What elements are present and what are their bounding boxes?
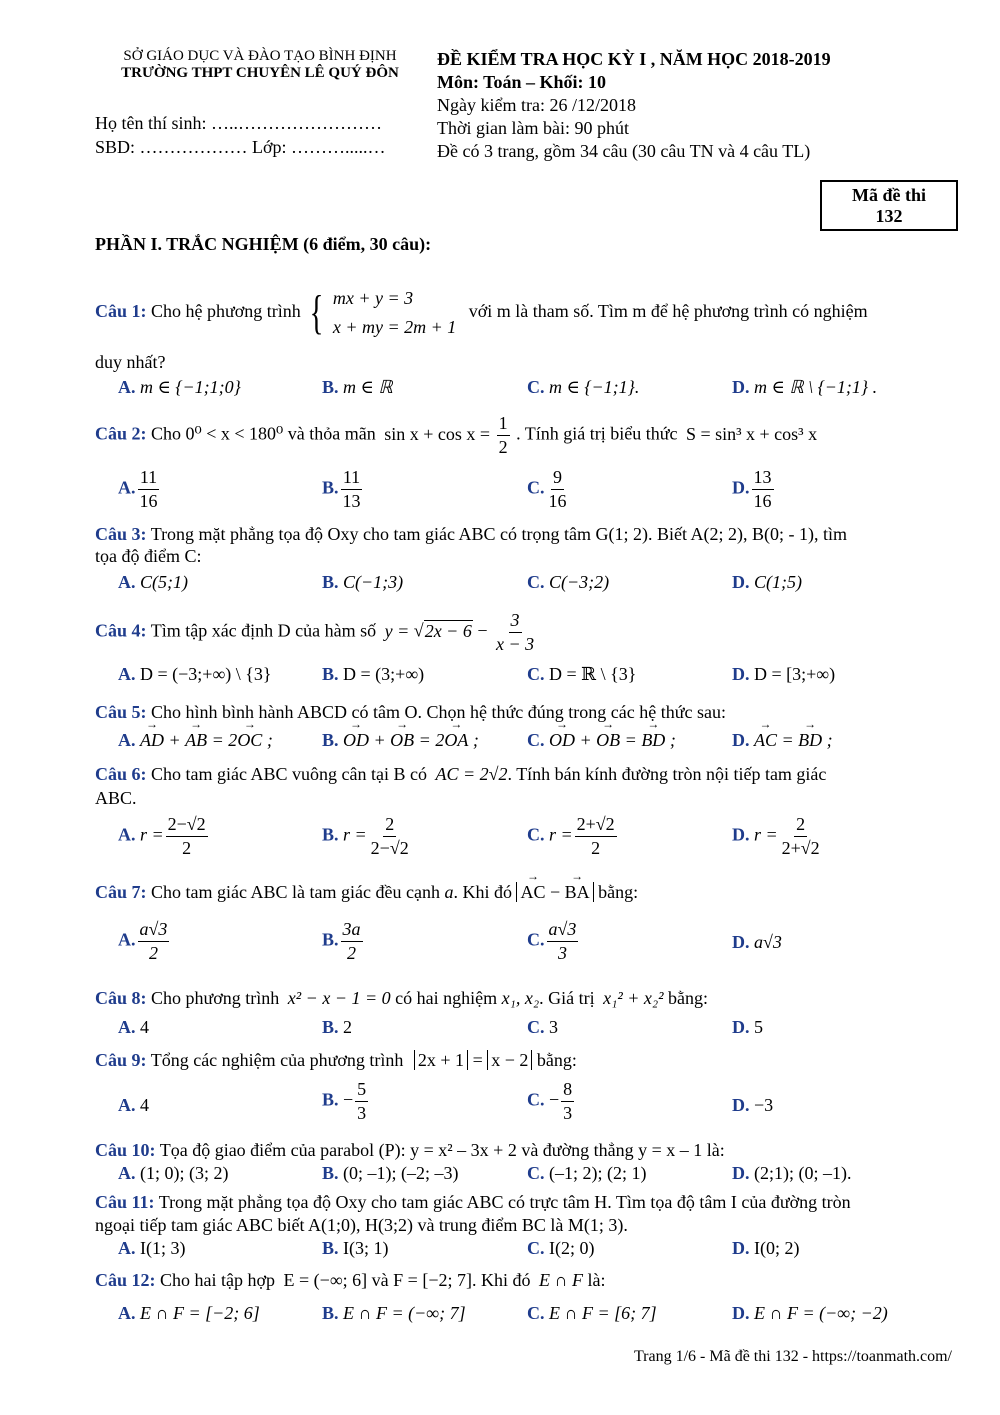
question-label: Câu 4: — [95, 620, 147, 641]
q3-option-d[interactable]: D. C(1;5) — [732, 572, 802, 592]
q5-option-d[interactable]: D. → AC = → BD ; — [732, 730, 833, 751]
q7-option-b[interactable]: B. $\frac{3a}{2}$ — [322, 919, 361, 963]
student-name-field: Họ tên thí sinh: …..…………………… — [95, 113, 382, 133]
question-8 — [95, 988, 708, 1009]
section-title: PHẦN I. TRẮC NGHIỆM (6 điểm, 30 câu): — [95, 234, 432, 254]
page-footer: Trang 1/6 - Mã đề thi 132 - https://toanmath.com/ — [633, 1348, 952, 1365]
system-brace: { — [309, 285, 324, 339]
q10-option-a[interactable]: A. (1; 0); (3; 2) — [118, 1163, 229, 1183]
q6-option-a[interactable]: A. r = $\frac{2-√2}{2}$ — [118, 814, 206, 858]
intersection: E ∩ F — [538, 1270, 583, 1290]
minus-sign: − — [477, 620, 488, 641]
function-lhs: y = — [384, 620, 410, 641]
q4-option-c[interactable]: C. D = ℝ \ {3} — [527, 664, 637, 684]
q9-option-c[interactable]: C. − $\frac{8}{3}$ — [527, 1079, 573, 1123]
question-10 — [95, 1140, 725, 1161]
abs-lhs: 2x + 1 — [414, 1050, 468, 1070]
question-label: Câu 10: — [95, 1140, 156, 1160]
q1-option-d[interactable]: D. m ∈ ℝ \ {−1;1} . — [732, 377, 878, 397]
question-label: Câu 12: — [95, 1270, 156, 1290]
question-11 — [95, 1192, 851, 1213]
question-4: Câu 4: Tìm tập xác định D của hàm số y = √2x − 6 − $\frac{3}{x - 3}$ — [95, 610, 535, 654]
question-label: Câu 8: — [95, 988, 147, 1008]
q1-option-c[interactable]: C. m ∈ {−1;1}. — [527, 377, 640, 397]
question-text-post: bằng: — [536, 1050, 577, 1070]
q5-option-b[interactable]: B. → OD + → OB = 2→ OA ; — [322, 730, 479, 751]
set-e: E = (−∞; 6] — [283, 1270, 368, 1290]
question-text-end: bằng: — [668, 988, 709, 1008]
question-3-cont: tọa độ điểm C: — [95, 546, 202, 566]
question-text: Tổng các nghiệm của phương trình — [150, 1050, 404, 1070]
question-text: Cho — [151, 423, 182, 444]
q4-option-a[interactable]: A. D = (−3;+∞) \ {3} — [118, 664, 272, 684]
q4-option-d[interactable]: D. D = [3;+∞) — [732, 664, 836, 684]
question-1 — [95, 284, 955, 342]
question-text-end: là: — [587, 1270, 606, 1290]
q9-option-a[interactable]: A. 4 — [118, 1095, 149, 1115]
question-text-post: . Tính bán kính đường tròn nội tiếp tam giác — [507, 764, 827, 784]
equation-row-1: mx + y = 3 — [332, 288, 414, 308]
question-label: Câu 2: — [95, 423, 147, 444]
exam-date: Ngày kiểm tra: 26 /12/2018 — [437, 95, 636, 115]
q7-option-c[interactable]: C. $\frac{a√3}{3}$ — [527, 919, 577, 963]
q2-option-b[interactable]: B. $\frac{11}{13}$ — [322, 467, 361, 511]
question-text: Tìm tập xác định D của hàm số — [150, 620, 377, 641]
question-12 — [95, 1270, 605, 1291]
question-text-mid: có hai nghiệm — [395, 988, 498, 1008]
q2-option-c[interactable]: C. $\frac{9}{16}$ — [527, 467, 567, 511]
question-6-cont: ABC. — [95, 788, 137, 808]
q11-option-d[interactable]: D. I(0; 2) — [732, 1238, 800, 1258]
question-text: Cho hình bình hành ABCD có tâm O. Chọn hệ thức đúng trong các hệ thức sau: — [151, 702, 726, 722]
q11-option-a[interactable]: A. I(1; 3) — [118, 1238, 186, 1258]
q1-option-b[interactable]: B. m ∈ ℝ — [322, 377, 393, 397]
question-text: Trong mặt phẳng tọa độ Oxy cho tam giác ABC có trực tâm H. Tìm tọa độ tâm I của đường tròn — [158, 1192, 851, 1212]
exam-title: ĐỀ KIỂM TRA HỌC KỲ I , NĂM HỌC 2018-2019 — [437, 49, 831, 69]
question-label: Câu 1: — [95, 300, 147, 321]
question-text-post: bằng: — [598, 882, 639, 902]
q7-option-d[interactable]: D. a√3 — [732, 932, 782, 952]
question-text-mid: . Khi đó — [453, 882, 512, 902]
question-text: Cho tam giác ABC là tam giác đều cạnh — [151, 882, 440, 902]
q1-option-a[interactable]: A. m ∈ {−1;1;0} — [118, 377, 241, 397]
question-6 — [95, 764, 826, 785]
q6-option-c[interactable]: C. r = $\frac{2+√2}{2}$ — [527, 814, 615, 858]
q12-option-d[interactable]: D. E ∩ F = (−∞; −2) — [732, 1303, 888, 1323]
equation-system — [333, 284, 456, 342]
question-2 — [95, 414, 817, 457]
question-text-post: . Tính giá trị biểu thức — [516, 423, 678, 444]
department-name: SỞ GIÁO DỤC VÀ ĐÀO TẠO BÌNH ĐỊNH — [123, 48, 397, 64]
q6-option-d[interactable]: D. r = $\frac{2}{2+√2}$ — [732, 814, 820, 858]
pages-info: Đề có 3 trang, gồm 34 câu (30 câu TN và 4 câu TL) — [437, 141, 811, 161]
q4-option-b[interactable]: B. D = (3;+∞) — [322, 664, 425, 684]
q9-option-d[interactable]: D. −3 — [732, 1095, 774, 1115]
question-text-mid: và thỏa mãn — [287, 423, 376, 444]
q8-option-a[interactable]: A. 4 — [118, 1017, 149, 1037]
q11-option-c[interactable]: C. I(2; 0) — [527, 1238, 595, 1258]
header-left — [90, 48, 430, 82]
condition: 0⁰ < x < 180⁰ — [185, 423, 284, 444]
question-3 — [95, 524, 847, 545]
exam-duration: Thời gian làm bài: 90 phút — [437, 118, 629, 138]
equation: x² − x − 1 = 0 — [287, 988, 391, 1008]
question-text: Cho hai tập hợp — [160, 1270, 276, 1290]
side-var: a — [444, 882, 454, 902]
sbd-class-field: SBD: ……………… Lớp: ……….....… — [95, 137, 386, 157]
question-label: Câu 9: — [95, 1050, 147, 1070]
q10-option-d[interactable]: D. (2;1); (0; –1). — [732, 1163, 852, 1183]
q3-option-c[interactable]: C. C(−3;2) — [527, 572, 610, 592]
question-1-cont: duy nhất? — [95, 352, 166, 372]
question-text: Trong mặt phẳng tọa độ Oxy cho tam giác ABC có trọng tâm G(1; 2). Biết A(2; 2), B(0; - 1), tìm — [150, 524, 847, 544]
q5-option-a[interactable]: A. → AD + → AB = 2→ OC ; — [118, 730, 273, 751]
school-name: TRƯỜNG THPT CHUYÊN LÊ QUÝ ĐÔN — [121, 65, 399, 81]
q6-option-b[interactable]: B. r = $\frac{2}{2-√2}$ — [322, 814, 409, 858]
question-label: Câu 3: — [95, 524, 147, 544]
expression: x₁² + x₂² — [603, 988, 664, 1008]
header-right — [437, 48, 831, 163]
set-f: F = [−2; 7] — [393, 1270, 472, 1290]
q12-option-a[interactable]: A. E ∩ F = [−2; 6] — [118, 1303, 260, 1323]
fraction-half: $\frac{1}{2}$ — [498, 413, 508, 457]
q3-option-b[interactable]: B. C(−1;3) — [322, 572, 404, 592]
conjunction: và — [371, 1270, 389, 1290]
question-text: Cho phương trình — [151, 988, 280, 1008]
question-text: Cho hệ phương trình — [151, 300, 301, 321]
sqrt-term: 2x − 6 — [424, 620, 472, 641]
fraction-term: $\frac{3}{x - 3}$ — [495, 610, 535, 654]
q2-option-a[interactable]: A. $\frac{11}{16}$ — [118, 467, 158, 511]
q10-option-c[interactable]: C. (–1; 2); (2; 1) — [527, 1163, 647, 1183]
equation: sin x + cos x = — [384, 423, 491, 444]
question-9: Câu 9: Tổng các nghiệm của phương trình 2x + 1 = x − 2 bằng: — [95, 1050, 577, 1070]
q8-option-b[interactable]: B. 2 — [322, 1017, 353, 1037]
question-text: Cho tam giác ABC vuông cân tại B có — [151, 764, 427, 784]
q11-option-b[interactable]: B. I(3; 1) — [322, 1238, 389, 1258]
question-11-cont: ngoại tiếp tam giác ABC biết A(1;0), H(3;2) và trung điểm BC là M(1; 3). — [95, 1215, 628, 1235]
question-label: Câu 11: — [95, 1192, 155, 1212]
question-label: Câu 5: — [95, 702, 147, 722]
vector-ba: → BA — [565, 882, 590, 903]
question-label: Câu 7: — [95, 882, 147, 902]
expression: S = sin³ x + cos³ x — [685, 423, 818, 444]
q5-option-c[interactable]: C. → OD + → OB = → BD ; — [527, 730, 676, 751]
question-text-post: . Giá trị — [539, 988, 595, 1008]
question-text-post: . Khi đó — [471, 1270, 531, 1290]
q8-option-c[interactable]: C. 3 — [527, 1017, 558, 1037]
exam-code-label: Mã đề thi — [852, 185, 926, 205]
question-text-cont: với m là tham số. Tìm m để hệ phương trình có nghiệm — [468, 300, 868, 321]
exam-code-box — [820, 180, 958, 231]
question-7: Câu 7: Cho tam giác ABC là tam giác đều cạnh a. Khi đó → AC − → BA bằng: — [95, 882, 638, 903]
q7-option-a[interactable]: A. $\frac{a√3}{2}$ — [118, 919, 168, 963]
q2-option-d[interactable]: D. $\frac{13}{16}$ — [732, 467, 772, 511]
q12-option-c[interactable]: C. E ∩ F = [6; 7] — [527, 1303, 657, 1323]
question-label: Câu 6: — [95, 764, 147, 784]
q10-option-b[interactable]: B. (0; –1); (–2; –3) — [322, 1163, 459, 1183]
q8-option-d[interactable]: D. 5 — [732, 1017, 763, 1037]
given-value: AC = 2√2 — [435, 764, 508, 784]
q3-option-a[interactable]: A. C(5;1) — [118, 572, 188, 592]
vector-ac: → AC — [520, 882, 545, 903]
q9-option-b[interactable]: B. − $\frac{5}{3}$ — [322, 1079, 367, 1123]
abs-rhs: x − 2 — [487, 1050, 532, 1070]
equation-row-2: x + my = 2m + 1 — [332, 316, 457, 337]
subject-grade: Môn: Toán – Khối: 10 — [437, 72, 607, 92]
q12-option-b[interactable]: B. E ∩ F = (−∞; 7] — [322, 1303, 466, 1323]
question-text: Tọa độ giao điểm của parabol (P): y = x² – 3x + 2 và đường thẳng y = x – 1 là: — [159, 1140, 725, 1160]
roots: x₁, x₂ — [501, 988, 540, 1008]
exam-code-value: 132 — [875, 206, 903, 226]
